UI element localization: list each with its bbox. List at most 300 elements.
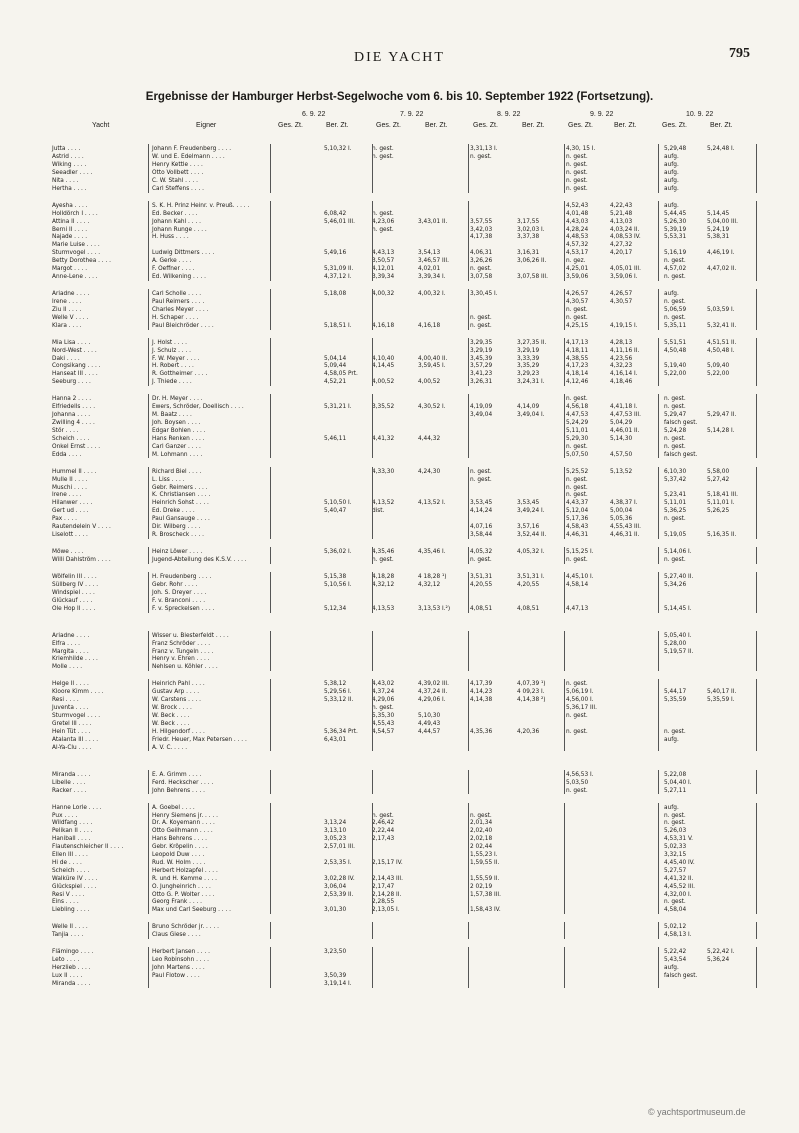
cell-ber-9-9: 5,05,36 (610, 516, 633, 523)
cell-owner: S. K. H. Prinz Heinr. v. Preuß. . . . . (152, 202, 250, 209)
cell-yacht: Zwilling 4 . . . . (52, 420, 95, 426)
cell-ber-9-9: 5,00,04 (610, 508, 633, 515)
cell-yacht: Astrid . . . . (52, 154, 84, 161)
table-row (0, 484, 799, 492)
table-row (0, 257, 799, 265)
cell-ges-6-9: 5,33,12 II. (324, 697, 354, 704)
cell-ber-10-9: 4,51,51 II. (707, 339, 737, 346)
cell-ges-7-9: dist. (372, 508, 385, 515)
cell-owner: Franz Schröder . . . . (152, 640, 211, 647)
column-rule (564, 631, 565, 672)
column-rule (270, 394, 271, 458)
table-row (0, 322, 799, 330)
cell-ges-6-9: 3,05,23 (324, 836, 347, 843)
cell-ges-6-9: 5,36,02 I. (324, 549, 352, 555)
column-rule (270, 631, 271, 672)
col-ber-3: Ber. Zt. (522, 122, 545, 129)
section-heading (0, 671, 799, 680)
cell-yacht: Molle . . . . (52, 664, 83, 671)
table-row (0, 891, 799, 899)
cell-ges-9-9: 5,24,29 (566, 420, 589, 426)
cell-ges-8-9: 2,02,40 (470, 828, 493, 835)
cell-ges-10-9: 5,22,08 (664, 771, 687, 778)
cell-ber-8-9: 3,49,24 I. (517, 508, 545, 515)
column-rule (372, 631, 373, 672)
table-row (0, 696, 799, 704)
table-row (0, 779, 799, 787)
cell-owner: Gustav Arp . . . . (152, 689, 200, 696)
cell-ges-7-9: 3,35,52 (372, 404, 395, 411)
column-rule (756, 547, 757, 564)
cell-ges-8-9: 4,05,32 (470, 549, 493, 555)
cell-ges-7-9: 4,13,52 (372, 500, 395, 507)
cell-ges-10-9: n. gest. (664, 258, 686, 265)
cell-ber-10-9: 5,18,41 III. (707, 492, 738, 499)
cell-ges-8-9: n. gest. (470, 556, 492, 563)
cell-ges-10-9: 5,35,11 (664, 322, 687, 329)
cell-ges-9-9: n. gest. (566, 185, 588, 192)
cell-yacht: Seeadler . . . . (52, 169, 93, 176)
cell-ber-9-9: 4,11,16 II. (610, 347, 640, 354)
watermark: © yachtsportmuseum.de (648, 1107, 746, 1117)
cell-ges-10-9: 5,23,41 (664, 492, 687, 499)
cell-ges-10-9: 4,41,32 II. (664, 875, 694, 882)
cell-ber-8-9: 4,07,39 ¹) (517, 681, 546, 688)
table-row (0, 712, 799, 720)
cell-ber-8-9: 3,35,29 (517, 363, 540, 370)
cell-yacht: Margot . . . . (52, 266, 88, 272)
page-number: 795 (729, 46, 750, 61)
cell-ges-6-9: 3,13,24 (324, 820, 347, 827)
date-header-row (0, 111, 799, 121)
cell-ges-8-9: 3,41,23 (470, 371, 493, 378)
column-rule (756, 394, 757, 458)
cell-ges-10-9: n. gest. (664, 404, 686, 411)
date-7-9: 7. 9. 22 (400, 111, 424, 118)
cell-ges-10-9: 5,19,40 (664, 363, 687, 370)
column-rule (270, 922, 271, 939)
cell-yacht: Wildfang . . . . (52, 820, 93, 827)
cell-owner: J. Thiede . . . . (152, 379, 192, 386)
cell-yacht: Leto . . . . (52, 957, 80, 964)
cell-yacht: Wölfelin III . . . . (52, 574, 97, 580)
cell-ges-10-9: 5,06,59 (664, 306, 687, 313)
cell-yacht: Gert ud . . . . (52, 508, 89, 515)
cell-yacht: Ellen III . . . . (52, 852, 88, 858)
column-rule (756, 144, 757, 192)
cell-ges-6-9: 4,52,21 (324, 379, 347, 386)
cell-ber-9-9: 4,22,43 (610, 202, 633, 209)
cell-ges-6-9: 3,13,10 (324, 828, 347, 835)
cell-owner: Richard Biel . . . . (152, 468, 202, 475)
column-rule (756, 922, 757, 939)
column-rule (658, 338, 659, 386)
cell-ber-8-9: 3,49,04 I. (517, 412, 545, 419)
cell-ges-6-9: 3,23,50 (324, 949, 347, 956)
cell-ber-7-9: 3,13,53 I.²) (418, 605, 451, 612)
cell-owner: Joh. S. Dreyer . . . . (152, 589, 207, 596)
table-row (0, 744, 799, 752)
cell-ges-9-9: 4,52,43 (566, 202, 589, 209)
cell-yacht: Scheich . . . . (52, 435, 90, 442)
cell-owner: H. Robert . . . . (152, 363, 194, 370)
table-row (0, 145, 799, 153)
cell-owner: M. Baatz . . . . (152, 412, 192, 419)
cell-ber-9-9: 4,28,13 (610, 339, 633, 346)
cell-ges-8-9: 3,31,13 I. (470, 146, 498, 153)
cell-ges-7-9: n. gest. (372, 210, 394, 217)
cell-yacht: Eins . . . . (52, 899, 79, 906)
column-rule (372, 572, 373, 613)
cell-ges-7-9: 4,00,52 (372, 379, 395, 386)
cell-ber-7-9: 4,49,43 (418, 720, 441, 727)
section-heading (0, 330, 799, 339)
table-row (0, 451, 799, 459)
cell-owner: Paul Gansauge . . . . (152, 516, 210, 523)
cell-ber-10-9: 5,38,31 (707, 234, 730, 241)
cell-owner: Dr. H. Meyer . . . . (152, 396, 203, 403)
cell-ges-7-9: 4,12,01 (372, 266, 395, 272)
cell-owner: A. Goebel . . . . (152, 804, 195, 811)
cell-ges-9-9: 4,58,43 (566, 524, 589, 530)
cell-ges-10-9: 5,19,05 (664, 531, 687, 538)
column-rule (372, 144, 373, 192)
cell-yacht: Ayesha . . . . (52, 202, 88, 209)
cell-owner: Wisser u. Biesterfeldt . . . . (152, 632, 229, 639)
column-rule (564, 679, 565, 751)
cell-ber-7-9: 3,43,01 II. (418, 218, 448, 225)
cell-ges-10-9: 4,58,13 I. (664, 932, 692, 939)
cell-ber-9-9: 4,32,23 (610, 363, 633, 370)
cell-ges-10-9: 4,57,02 (664, 266, 687, 272)
cell-yacht: Muschi . . . . (52, 484, 87, 491)
table-row (0, 443, 799, 451)
cell-yacht: Mulle II . . . . (52, 476, 88, 483)
column-rule (468, 803, 469, 915)
cell-ber-10-9: 5,14,45 (707, 210, 730, 217)
cell-yacht: Congsikang . . . . (52, 363, 101, 370)
column-rule (148, 947, 149, 988)
cell-owner: A. V. C. . . . . (152, 744, 188, 751)
cell-ges-6-9: 5,12,34 (324, 605, 347, 612)
cell-yacht: Johanna . . . . (52, 412, 91, 419)
cell-ges-10-9: 5,27,57 (664, 867, 687, 874)
cell-ges-10-9: 5,11,01 (664, 500, 687, 507)
cell-ges-8-9: 1,55,23 I. (470, 852, 498, 858)
cell-owner: W. Beck . . . . (152, 713, 190, 719)
cell-ber-7-9: 4,29,06 I. (418, 697, 446, 704)
cell-owner: Otto Geilhmann . . . . (152, 828, 213, 835)
cell-ber-9-9: 5,21,48 (610, 210, 633, 217)
cell-ber-10-9: 5,32,41 II. (707, 322, 737, 329)
cell-ges-9-9: n. gest. (566, 306, 588, 313)
cell-yacht: Jutta . . . . (52, 146, 81, 153)
cell-ber-8-9: 3,52,44 II. (517, 531, 547, 538)
cell-ber-8-9: 3,37,38 (517, 234, 540, 241)
cell-owner: Joh. Boysen . . . . (152, 420, 201, 426)
col-ber-2: Ber. Zt. (425, 122, 448, 129)
cell-ber-9-9: 4,18,46 (610, 379, 633, 386)
column-rule (270, 289, 271, 330)
cell-owner: R. Broscheck . . . . (152, 531, 205, 538)
cell-yacht: Glückspiel . . . . (52, 883, 97, 890)
cell-ges-7-9: 2,15,17 IV. (372, 859, 403, 866)
cell-ges-7-9: n. gest. (372, 226, 394, 233)
cell-ges-7-9: 4,35,46 (372, 549, 395, 555)
cell-yacht: Glückauf . . . . (52, 597, 93, 604)
cell-yacht: Süllberg IV . . . . (52, 581, 99, 588)
cell-ges-9-9: n. gest. (566, 681, 588, 688)
cell-owner: W. Carstens . . . . (152, 697, 202, 704)
cell-ges-7-9: 4,41,32 (372, 435, 395, 442)
cell-ges-9-9: 4,25,01 (566, 266, 589, 272)
cell-ges-9-9: n. gest. (566, 476, 588, 483)
column-rule (270, 803, 271, 915)
cell-ges-7-9: 4,23,06 (372, 218, 395, 225)
cell-ges-7-9: n. gest. (372, 146, 394, 153)
cell-ges-8-9: 2 02,44 (470, 844, 493, 851)
cell-ges-10-9: n. gest. (664, 812, 686, 819)
cell-ges-10-9: 5,16,19 (664, 250, 687, 257)
cell-owner: R. und H. Kemme . . . . (152, 875, 217, 882)
cell-ber-7-9: 3,39,34 I. (418, 273, 446, 280)
cell-ber-10-9: 5,36,24 (707, 957, 730, 964)
cell-ges-7-9: 2,17,47 (372, 883, 395, 890)
cell-ges-10-9: 4,58,04 (664, 907, 687, 914)
cell-owner: O. Jungheinrich . . . . (152, 883, 211, 890)
cell-owner: Franz v. Tungeln . . . . (152, 648, 214, 655)
cell-yacht: Anne-Lene . . . . (52, 273, 98, 280)
cell-owner: Heinz Löwer . . . . (152, 549, 203, 555)
cell-ges-7-9: 2,22,44 (372, 828, 395, 835)
cell-ber-10-9: 5,03,59 I. (707, 306, 735, 313)
cell-yacht: Pax . . . . (52, 516, 77, 523)
cell-ges-10-9: 4,45,52 III. (664, 883, 695, 890)
cell-ber-10-9: 4,47,02 II. (707, 266, 737, 272)
cell-owner: Otto Vollbett . . . . (152, 169, 204, 176)
cell-ges-10-9: n. gest. (664, 820, 686, 827)
cell-owner: Edgar Bohlen . . . . (152, 427, 206, 434)
cell-ber-7-9: 4 18,28 ¹) (418, 574, 447, 580)
column-rule (658, 947, 659, 988)
table-row (0, 923, 799, 931)
column-rule (148, 803, 149, 915)
table-row (0, 523, 799, 531)
cell-ges-6-9: 2,57,01 III. (324, 844, 355, 851)
table-row (0, 804, 799, 812)
cell-ber-7-9: 4,44,57 (418, 728, 441, 735)
cell-ges-8-9: 3,42,03 (470, 226, 493, 233)
cell-owner: Henry Siemens jr. . . . . (152, 812, 218, 819)
cell-ges-10-9: n. gest. (664, 556, 686, 563)
cell-yacht: Najade . . . . (52, 234, 88, 241)
cell-ges-8-9: 2,02,18 (470, 836, 493, 843)
cell-ber-10-9: 5,22,42 I. (707, 949, 735, 956)
cell-owner: W. Brock . . . . (152, 705, 192, 712)
cell-ges-8-9: 3,30,45 I. (470, 291, 498, 297)
cell-owner: W. Beck . . . . (152, 720, 190, 727)
cell-ber-9-9: 4,23,56 (610, 355, 633, 362)
table-row (0, 771, 799, 779)
table-row (0, 273, 799, 281)
cell-yacht: Liselott . . . . (52, 531, 88, 538)
cell-ges-8-9: 1,59,55 II. (470, 859, 500, 866)
cell-ges-8-9: 4,19,09 (470, 404, 493, 411)
cell-ges-6-9: 5,38,12 (324, 681, 347, 688)
cell-yacht: Al-Ya-Clu . . . . (52, 744, 92, 751)
cell-ber-10-9: 5,40,17 II. (707, 689, 737, 696)
cell-ges-9-9: 4,43,37 (566, 500, 589, 507)
cell-owner: Georg Frank . . . . (152, 899, 203, 906)
section-heading (0, 459, 799, 468)
cell-ber-7-9: 4,37,24 II. (418, 689, 448, 696)
cell-yacht: Hummel II . . . . (52, 468, 97, 475)
cell-owner: Friedr. Heuer, Max Petersen . . . . (152, 736, 247, 743)
cell-ges-8-9: 4,08,51 (470, 605, 493, 612)
cell-ber-8-9: 4,14,38 ²) (517, 697, 546, 704)
table-row (0, 787, 799, 795)
cell-ges-10-9: 5,44,45 (664, 210, 687, 217)
cell-ber-10-9: 5,58,00 (707, 468, 730, 475)
cell-owner: H. Freudenberg . . . . (152, 574, 212, 580)
cell-owner: L. Liss . . . . (152, 476, 185, 483)
cell-ges-9-9: 4,43,03 (566, 218, 589, 225)
column-header-row (0, 122, 799, 132)
table-row (0, 867, 799, 875)
cell-ges-10-9: 4,50,48 (664, 347, 687, 354)
col-ber-5: Ber. Zt. (710, 122, 733, 129)
cell-owner: R. Gottheimer . . . . (152, 371, 208, 378)
column-rule (372, 289, 373, 330)
table-row (0, 378, 799, 386)
column-rule (658, 572, 659, 613)
table-row (0, 573, 799, 581)
cell-owner: Johann Kahl . . . . (152, 218, 201, 225)
col-yacht: Yacht (92, 122, 110, 129)
date-9-9: 9. 9. 22 (590, 111, 614, 118)
cell-ges-9-9: 4,12,46 (566, 379, 589, 386)
cell-ges-8-9: 3,49,04 (470, 412, 493, 419)
section-heading (0, 564, 799, 573)
cell-ges-9-9: 5,17,36 (566, 516, 589, 523)
cell-ges-10-9: 5,37,42 (664, 476, 687, 483)
col-ges-5: Ges. Zt. (662, 122, 687, 129)
cell-ges-10-9: aufg. (664, 965, 679, 972)
cell-ber-8-9: 3,16,31 (517, 250, 540, 257)
cell-ges-6-9: 5,36,34 Prt. (324, 728, 358, 735)
cell-ges-8-9: 3,07,58 (470, 273, 493, 280)
cell-yacht: Edda . . . . (52, 451, 82, 458)
cell-ges-10-9: 3,32,15 (664, 852, 687, 858)
cell-ges-10-9: n. gest. (664, 396, 686, 403)
column-rule (756, 289, 757, 330)
cell-ges-7-9: 2,14,28 II. (372, 891, 402, 898)
cell-ges-7-9: 4,32,12 (372, 581, 395, 588)
cell-ber-8-9: 3,51,31 I. (517, 574, 545, 580)
cell-ges-9-9: 5,29,30 (566, 435, 589, 442)
cell-owner: F. W. Meyer . . . . (152, 355, 200, 362)
cell-ges-6-9: 2,53,35 I. (324, 859, 352, 866)
column-rule (468, 201, 469, 281)
cell-owner: Hans Behrens . . . . (152, 836, 207, 843)
table-row (0, 736, 799, 744)
cell-ges-10-9: aufg. (664, 169, 679, 176)
cell-ges-10-9: 5,29,47 (664, 412, 687, 419)
cell-ges-8-9: 1,55,59 II. (470, 875, 500, 882)
cell-ges-9-9: n. gez. (566, 258, 586, 265)
cell-owner: J. Holst . . . . (152, 339, 187, 346)
table-row (0, 355, 799, 363)
cell-yacht: Sturmvogel . . . . (52, 713, 101, 719)
cell-owner: Jugend-Abteilung des K.S.V. . . . . (152, 556, 247, 563)
column-rule (468, 394, 469, 458)
cell-owner: H. Huss . . . . (152, 234, 189, 241)
table-row (0, 507, 799, 515)
cell-ges-8-9: 4,14,24 (470, 508, 493, 515)
cell-owner: Ed. Becker . . . . (152, 210, 198, 217)
cell-ber-7-9: 4,35,46 I. (418, 549, 446, 555)
cell-owner: Carl Scholle . . . . (152, 291, 202, 297)
cell-yacht: Flämingo . . . . (52, 949, 94, 956)
cell-ges-9-9: 4,01,48 (566, 210, 589, 217)
table-row (0, 233, 799, 241)
cell-ges-8-9: 3,53,45 (470, 500, 493, 507)
cell-owner: Rud. W. Holm . . . . (152, 859, 206, 866)
cell-owner: Herbert Holzapfel . . . . (152, 867, 218, 874)
column-rule (148, 201, 149, 281)
cell-ber-7-9: 5,10,30 (418, 713, 441, 719)
cell-ges-6-9: 4,58,05 Prt. (324, 371, 358, 378)
column-rule (564, 572, 565, 613)
section-heading (0, 623, 799, 632)
cell-ges-7-9: 4,33,30 (372, 468, 395, 475)
column-rule (148, 394, 149, 458)
cell-owner: Heinrich Sohst . . . . (152, 500, 209, 507)
cell-ges-8-9: 3,57,55 (470, 218, 493, 225)
cell-owner: John Martens . . . . (152, 965, 205, 972)
column-rule (658, 770, 659, 795)
column-rule (468, 144, 469, 192)
cell-ges-7-9: 4,55,43 (372, 720, 395, 727)
cell-ber-9-9: 5,04,29 (610, 420, 633, 426)
table-row (0, 362, 799, 370)
cell-ges-7-9: n. gest. (372, 705, 394, 712)
col-ges-3: Ges. Zt. (473, 122, 498, 129)
cell-yacht: Windspiel . . . . (52, 589, 95, 596)
cell-ges-9-9: 4,17,13 (566, 339, 589, 346)
cell-ges-10-9: n. gest. (664, 899, 686, 906)
cell-ges-9-9: 4,26,57 (566, 291, 589, 297)
cell-ber-9-9: 5,14,30 (610, 435, 633, 442)
cell-ges-9-9: 4,30, 15 I. (566, 146, 596, 153)
cell-ges-10-9: 5,14,06 I. (664, 549, 692, 555)
cell-ber-10-9: 5,11,01 I. (707, 500, 735, 507)
cell-owner: Ed. Dreke . . . . (152, 508, 195, 515)
cell-ges-10-9: falsch gest. (664, 973, 698, 980)
cell-yacht: Ziu II . . . . (52, 306, 82, 313)
cell-ges-7-9: 2,28,55 (372, 899, 395, 906)
cell-yacht: Pelikan II . . . . (52, 828, 93, 835)
cell-ges-10-9: n. gest. (664, 314, 686, 321)
cell-ber-10-9: 5,29,47 II. (707, 412, 737, 419)
table-row (0, 427, 799, 435)
cell-owner: K. Christiansen . . . . (152, 492, 211, 499)
column-rule (148, 770, 149, 795)
cell-owner: Otto G. P. Wolter . . . . (152, 891, 215, 898)
cell-owner: H. Schaper . . . . (152, 314, 199, 321)
table-row (0, 298, 799, 306)
cell-owner: Dr. A. Koyemann . . . . (152, 820, 215, 827)
